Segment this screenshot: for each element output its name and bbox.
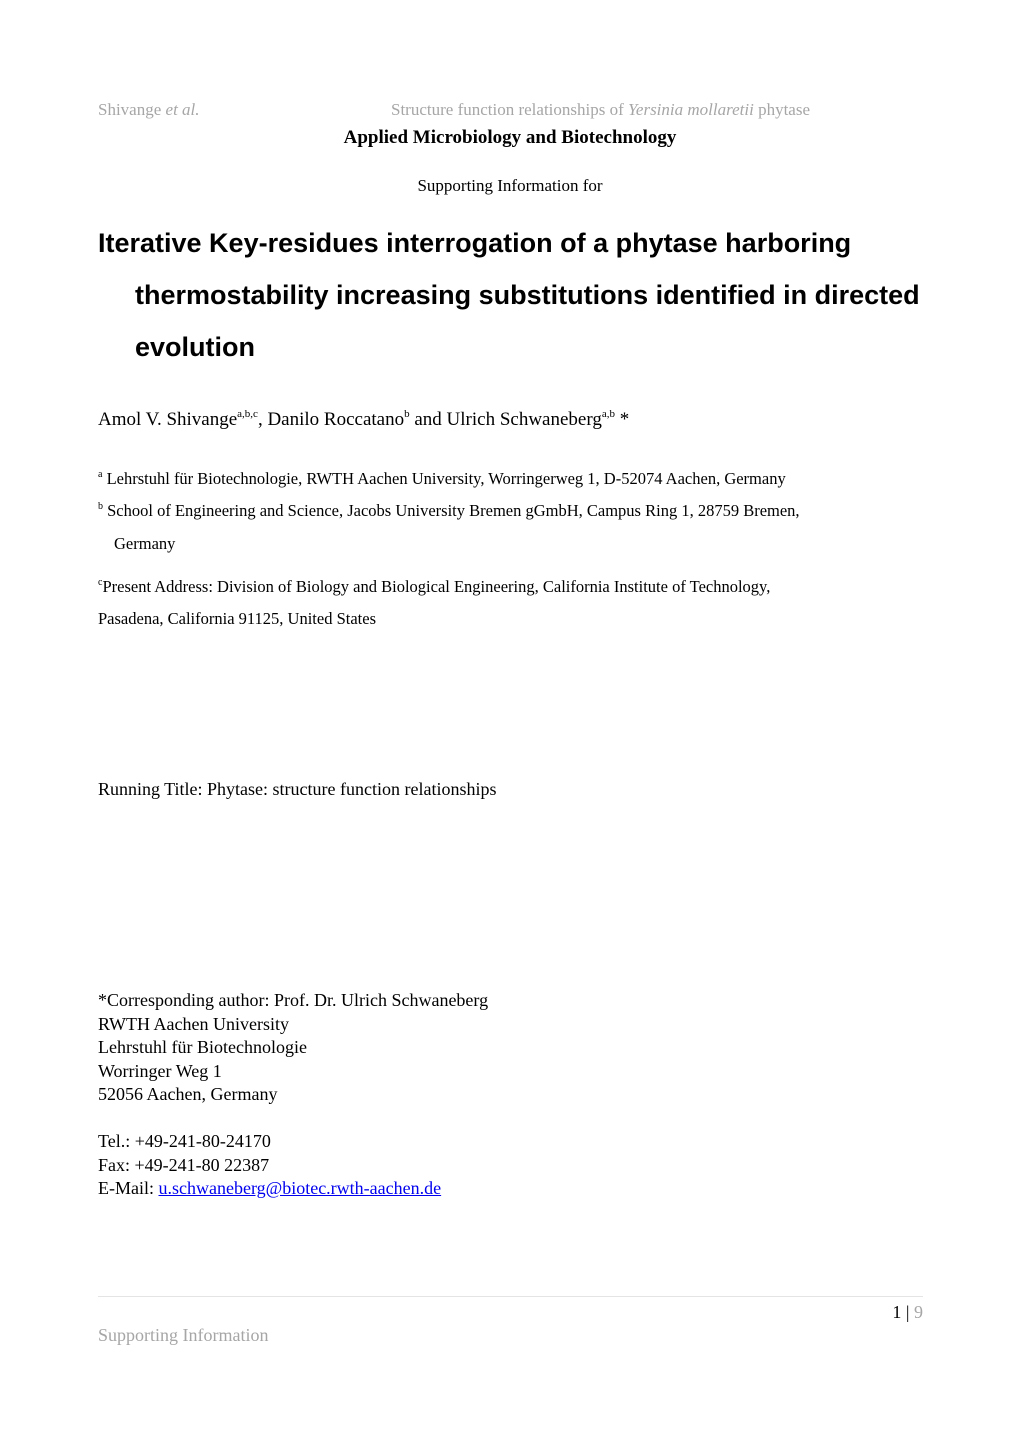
author-name: Danilo Roccatano: [267, 409, 405, 430]
contact-email-line: [98, 1177, 488, 1201]
corresponding-author: *Corresponding author: Prof. Dr. Ulrich Schwaneberg: [98, 990, 489, 1010]
author-affiliation-mark: a,b: [601, 408, 615, 420]
paper-title: Iterative Key-residues interrogation of a phytase harboring thermostability increasing substitutions identified in directed evolution: [98, 228, 920, 362]
author-list: [98, 409, 629, 431]
affiliation-b: [98, 501, 800, 521]
running-header-title: [391, 100, 810, 120]
running-header-author: [98, 100, 200, 120]
author-affiliation-mark: a,b,c: [237, 408, 258, 420]
affiliation-text: Present Address: Division of Biology and Biological Engineering, California Institute of Technology,: [102, 577, 771, 596]
header-author: Shivange: [98, 100, 162, 119]
affiliation-mark: c: [98, 577, 103, 588]
affiliation-c-continued: Pasadena, California 91125, United States: [98, 609, 376, 628]
author-separator: and: [409, 409, 447, 430]
author-separator: ,: [257, 409, 268, 430]
corresponding-author-block: [98, 989, 488, 1201]
email-label: E-Mail:: [98, 1178, 159, 1198]
supporting-info-label: Supporting Information for: [417, 176, 603, 195]
contact-chair: Lehrstuhl für Biotechnologie: [98, 1037, 307, 1057]
header-species: Yersinia mollaretii: [628, 100, 754, 119]
author-name: Amol V. Shivange: [98, 409, 238, 430]
affiliation-mark: b: [98, 501, 103, 512]
total-pages: 9: [914, 1302, 923, 1322]
affiliation-mark: a: [98, 469, 103, 480]
contact-university: RWTH Aachen University: [98, 1013, 289, 1034]
header-title-prefix: Structure function relationships of: [391, 100, 624, 119]
current-page: 1: [892, 1302, 902, 1322]
contact-street: Worringer Weg 1: [98, 1060, 222, 1081]
contact-fax: Fax: +49-241-80 22387: [98, 1154, 270, 1175]
author-affiliation-mark: b: [404, 408, 410, 420]
affiliation-text: Lehrstuhl für Biotechnologie, RWTH Aachen University, Worringerweg 1, D-52074 Aachen, Germany: [106, 469, 786, 488]
affiliation-b-continued: Germany: [114, 534, 176, 553]
author-separator: *: [614, 409, 630, 430]
running-title: Running Title: Phytase: structure function relationships: [98, 779, 497, 799]
affiliation-a: [98, 469, 786, 489]
author-name: Ulrich Schwaneberg: [446, 409, 602, 430]
footer-label: Supporting Information: [98, 1325, 269, 1345]
header-etal: et al.: [165, 100, 200, 119]
affiliation-text: School of Engineering and Science, Jacobs University Bremen gGmbH, Campus Ring 1, 28759 Bremen,: [107, 501, 800, 520]
contact-phone: Tel.: +49-241-80-24170: [98, 1131, 271, 1151]
affiliation-c: [98, 577, 770, 597]
email-link[interactable]: u.schwaneberg@biotec.rwth-aachen.de: [158, 1178, 442, 1198]
header-title-suffix: phytase: [758, 100, 810, 119]
page-separator: |: [901, 1302, 914, 1322]
contact-city: 52056 Aachen, Germany: [98, 1084, 278, 1104]
page-number: [892, 1302, 923, 1323]
footer-divider: [98, 1296, 923, 1297]
contact-spacer: [98, 1107, 488, 1131]
journal-name: Applied Microbiology and Biotechnology: [343, 127, 677, 148]
